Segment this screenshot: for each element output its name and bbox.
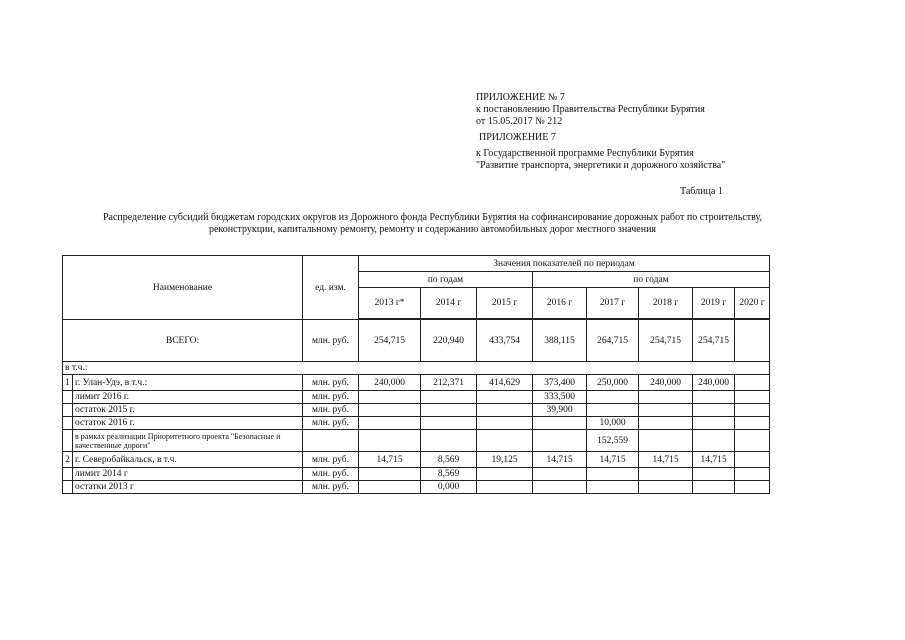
header-by-years-2: по годам	[533, 272, 770, 288]
row-value	[359, 404, 421, 417]
row-value	[359, 417, 421, 430]
total-row	[63, 320, 770, 362]
total-value: 254,715	[639, 320, 693, 362]
row-value	[693, 468, 735, 481]
table-row	[63, 468, 770, 481]
row-value: 0,000	[421, 481, 477, 494]
year-2019: 2019 г	[693, 288, 735, 319]
row-value: 373,400	[533, 375, 587, 391]
total-value: 254,715	[693, 320, 735, 362]
row-value	[421, 430, 477, 452]
row-value	[735, 404, 770, 417]
table-row	[63, 430, 770, 452]
table-row	[63, 391, 770, 404]
row-value: 14,715	[639, 452, 693, 468]
total-value	[735, 320, 770, 362]
total-value: 433,754	[477, 320, 533, 362]
row-value: 240,000	[639, 375, 693, 391]
row-value: 240,000	[693, 375, 735, 391]
total-value: 254,715	[359, 320, 421, 362]
title-line-1: Распределение субсидий бюджетам городских округов из Дорожного фонда Республики Бурятия на софинансирование дорожных работ по строительству,	[102, 212, 763, 223]
row-value: 14,715	[359, 452, 421, 468]
row-name: в рамках реализации Приоритетного проекта "Безопасные и качественные дороги"	[73, 430, 303, 452]
row-value	[735, 417, 770, 430]
total-value: 220,940	[421, 320, 477, 362]
row-value	[639, 404, 693, 417]
row-value	[639, 417, 693, 430]
header-name: Наименование	[63, 256, 303, 320]
row-value	[693, 430, 735, 452]
row-value	[477, 481, 533, 494]
year-2015: 2015 г	[477, 288, 533, 319]
total-label: ВСЕГО:	[63, 320, 303, 362]
row-unit	[303, 430, 359, 452]
row-name: остатки 2013 г	[73, 481, 303, 494]
appendix-title: ПРИЛОЖЕНИЕ № 7	[476, 92, 565, 103]
row-number	[63, 468, 73, 481]
row-value	[693, 417, 735, 430]
table-label: Таблица 1	[680, 186, 723, 197]
header-unit: ед. изм.	[303, 256, 359, 320]
row-value	[693, 391, 735, 404]
row-value	[359, 468, 421, 481]
total-value: 388,115	[533, 320, 587, 362]
row-value	[359, 481, 421, 494]
row-value	[533, 481, 587, 494]
document-title	[60, 212, 805, 236]
row-value	[421, 417, 477, 430]
row-number	[63, 417, 73, 430]
table-row	[63, 452, 770, 468]
row-value: 10,000	[587, 417, 639, 430]
total-unit: млн. руб.	[303, 320, 359, 362]
row-value: 152,559	[587, 430, 639, 452]
row-name: г. Северобайкальск, в т.ч.	[73, 452, 303, 468]
row-name: лимит 2016 г.	[73, 391, 303, 404]
row-value	[533, 430, 587, 452]
row-value	[587, 481, 639, 494]
row-value: 240,000	[359, 375, 421, 391]
header-periods: Значения показателей по периодам	[359, 256, 770, 272]
header-by-years-1: по годам	[359, 272, 533, 288]
row-name: остаток 2015 г.	[73, 404, 303, 417]
row-value	[533, 468, 587, 481]
row-unit: млн. руб.	[303, 481, 359, 494]
row-value	[477, 417, 533, 430]
row-value	[477, 430, 533, 452]
row-value	[735, 468, 770, 481]
row-value	[735, 481, 770, 494]
row-value	[587, 391, 639, 404]
year-2020: 2020 г	[735, 288, 770, 319]
year-2018: 2018 г	[639, 288, 693, 319]
row-value: 14,715	[693, 452, 735, 468]
row-unit: млн. руб.	[303, 452, 359, 468]
title-line-2: реконструкции, капитальному ремонту, ремонту и содержанию автомобильных дорог местного значения	[208, 224, 657, 235]
row-name: г. Улан-Удэ, в т.ч.:	[73, 375, 303, 391]
row-value	[735, 391, 770, 404]
row-value: 14,715	[587, 452, 639, 468]
year-2017: 2017 г	[587, 288, 639, 319]
row-number	[63, 391, 73, 404]
table-row	[63, 481, 770, 494]
appendix-ref-date: от 15.05.2017 № 212	[476, 116, 563, 127]
row-unit: млн. руб.	[303, 468, 359, 481]
row-value: 414,629	[477, 375, 533, 391]
row-value	[477, 468, 533, 481]
row-value	[735, 452, 770, 468]
year-2016: 2016 г	[533, 288, 587, 319]
row-value	[639, 468, 693, 481]
row-value	[587, 468, 639, 481]
row-unit: млн. руб.	[303, 375, 359, 391]
row-value	[587, 404, 639, 417]
row-value: 19,125	[477, 452, 533, 468]
row-value	[693, 481, 735, 494]
row-value	[735, 375, 770, 391]
row-value: 39,900	[533, 404, 587, 417]
row-number: 2	[63, 452, 73, 468]
row-value	[735, 430, 770, 452]
row-value: 8,569	[421, 468, 477, 481]
table-row	[63, 375, 770, 391]
row-value	[639, 481, 693, 494]
row-value: 8,569	[421, 452, 477, 468]
row-value	[421, 404, 477, 417]
row-name: остаток 2016 г.	[73, 417, 303, 430]
row-value: 14,715	[533, 452, 587, 468]
subsidy-table	[62, 255, 770, 494]
row-number	[63, 481, 73, 494]
year-2014: 2014 г	[421, 288, 477, 319]
row-number: 1	[63, 375, 73, 391]
year-2013: 2013 г*	[359, 288, 421, 319]
row-value: 250,000	[587, 375, 639, 391]
row-name: лимит 2014 г	[73, 468, 303, 481]
table-row	[63, 417, 770, 430]
row-value	[533, 417, 587, 430]
appendix-ref-resolution: к постановлению Правительства Республики Бурятия	[476, 104, 705, 115]
row-unit: млн. руб.	[303, 417, 359, 430]
including-label: в т.ч.:	[63, 362, 770, 375]
appendix-ref-program: к Государственной программе Республики Бурятия	[476, 148, 694, 159]
row-value: 212,371	[421, 375, 477, 391]
row-value	[693, 404, 735, 417]
row-value	[639, 430, 693, 452]
row-value: 333,500	[533, 391, 587, 404]
table-row	[63, 404, 770, 417]
row-value	[477, 391, 533, 404]
row-unit: млн. руб.	[303, 391, 359, 404]
including-row	[63, 362, 770, 375]
row-value	[477, 404, 533, 417]
row-number	[63, 404, 73, 417]
row-unit: млн. руб.	[303, 404, 359, 417]
row-value	[359, 430, 421, 452]
appendix-ref-program-name: "Развитие транспорта, энергетики и дорожного хозяйства"	[476, 160, 726, 171]
appendix-title-2: ПРИЛОЖЕНИЕ 7	[479, 132, 556, 143]
row-value	[359, 391, 421, 404]
row-value	[639, 391, 693, 404]
row-value	[421, 391, 477, 404]
row-number	[63, 430, 73, 452]
total-value: 264,715	[587, 320, 639, 362]
